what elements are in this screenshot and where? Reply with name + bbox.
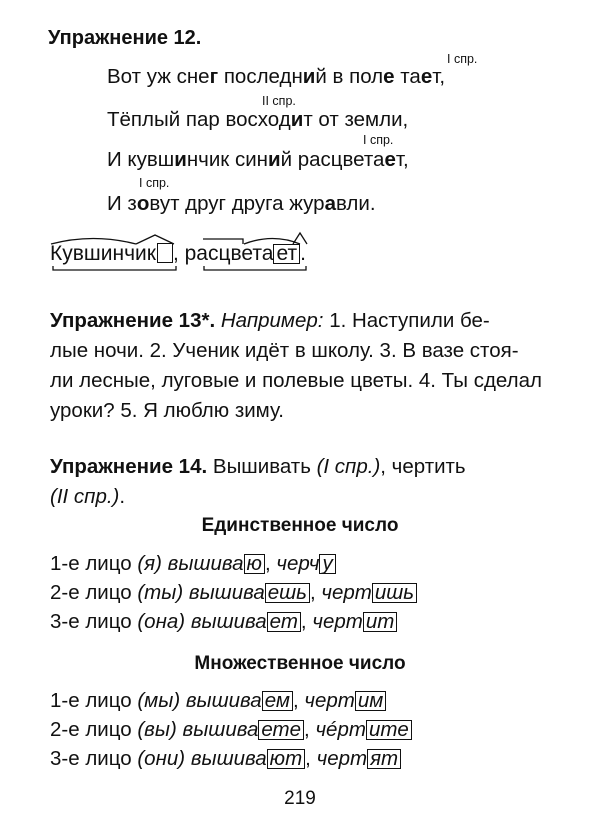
ending-box: ешь <box>265 583 310 603</box>
comma: , <box>305 747 311 770</box>
exercise-text: лые ночи. 2. Ученик идёт в школу. 3. В вазе стоя- <box>50 339 519 362</box>
poem-text: т, <box>432 65 446 88</box>
conjugation-note: (I спр.) <box>316 455 381 478</box>
comma: , <box>309 581 316 604</box>
exercise-14-title: Упражнение 14. <box>50 455 208 478</box>
poem-line <box>107 148 409 172</box>
highlighted-letter: е <box>383 65 395 88</box>
comma: , <box>172 242 179 265</box>
exercise-13-title: Упражнение 13*. <box>50 309 216 332</box>
pronoun: (они) <box>137 747 186 770</box>
poem-text: й в пол <box>315 65 384 88</box>
conjugation-row <box>50 747 401 771</box>
verb-stem: вышива <box>185 689 262 712</box>
person: 3-е лицо <box>50 610 132 633</box>
verb-stem: вышива <box>188 581 265 604</box>
verb-stem: черт <box>304 689 355 712</box>
conjugation-note: (II спр.) <box>50 485 120 508</box>
verb: Вышивать <box>212 455 311 478</box>
comma: , <box>300 610 307 633</box>
highlighted-letter: а <box>324 192 336 215</box>
zero-ending-box <box>157 243 173 263</box>
verb-stem: вышива <box>182 718 259 741</box>
exercise-14-line <box>50 452 466 482</box>
period: . <box>119 485 126 508</box>
morpheme-analysis <box>50 242 306 266</box>
verb-stem: черт <box>321 581 372 604</box>
exercise-text: 1. Наступили бе- <box>329 309 490 332</box>
conjugation-row <box>50 552 336 576</box>
exercise-13-line <box>50 306 490 336</box>
poem-text: т от земли, <box>303 108 409 131</box>
ending-box: ишь <box>372 583 417 603</box>
ending-box: у <box>319 554 335 574</box>
analysis-word-2-stem: расцвета <box>184 242 274 265</box>
ending-box: ит <box>363 612 397 632</box>
page-number: 219 <box>284 788 316 809</box>
analysis-word-1: Кувшинчик <box>50 242 156 265</box>
exercise-12-title: Упражнение 12. <box>48 27 202 49</box>
pronoun: (я) <box>137 552 162 575</box>
pronoun: (ты) <box>137 581 184 604</box>
ending-box: ет <box>267 612 301 632</box>
verb-stem: вышива <box>167 552 244 575</box>
poem-text: последн <box>218 65 303 88</box>
highlighted-letter: и <box>267 148 281 171</box>
poem-text: й расцвета <box>280 148 385 171</box>
poem-line <box>107 65 445 89</box>
comma: , <box>304 718 310 741</box>
verb-stem: черч <box>276 552 320 575</box>
verb: , чертить <box>380 455 466 478</box>
ending-box: ем <box>262 691 293 711</box>
poem-line <box>107 108 408 132</box>
poem-text: нчик син <box>186 148 268 171</box>
verb-stem: вышива <box>190 610 267 633</box>
conjugation-row <box>50 689 386 713</box>
conjugation-mark: II спр. <box>262 94 296 108</box>
ending-box: им <box>355 691 386 711</box>
person: 2-е лицо <box>50 581 132 604</box>
comma: , <box>264 552 271 575</box>
poem-text: та <box>394 65 421 88</box>
highlighted-letter: е <box>420 65 433 88</box>
highlighted-letter: и <box>302 65 316 88</box>
ending-box: ют <box>267 749 306 769</box>
poem-text: И з <box>107 192 137 215</box>
conjugation-mark: I спр. <box>139 176 170 190</box>
highlighted-letter: и <box>290 108 304 131</box>
pronoun: (она) <box>137 610 186 633</box>
highlighted-letter: е <box>384 148 396 171</box>
person: 1-е лицо <box>50 552 132 575</box>
verb-stem: вышива <box>190 747 267 770</box>
period: . <box>300 242 306 265</box>
exercise-14-line <box>50 482 125 512</box>
exercise-text: ли лесные, луговые и полевые цветы. 4. Ты сделал <box>50 369 542 392</box>
person: 1-е лицо <box>50 689 132 712</box>
ending-box: ят <box>367 749 401 769</box>
poem-text: И кувш <box>107 148 175 171</box>
verb-stem: черт <box>316 747 368 770</box>
poem-text: Тёплый пар восход <box>107 108 291 131</box>
poem-text: вут друг друга жур <box>149 192 325 215</box>
plural-heading: Множественное число <box>194 653 406 674</box>
ending-box: ет <box>273 244 300 264</box>
poem-text: т, <box>395 148 409 171</box>
example-label: Например: <box>220 309 324 332</box>
comma: , <box>292 689 299 712</box>
person: 2-е лицо <box>50 718 132 741</box>
ending-box: ю <box>244 554 265 574</box>
singular-heading: Единственное число <box>201 515 399 536</box>
verb-stem: черт <box>312 610 363 633</box>
pronoun: (вы) <box>137 718 177 741</box>
ending-box: ете <box>258 720 304 740</box>
ending-box: ите <box>366 720 412 740</box>
poem-text: вли. <box>335 192 376 215</box>
exercise-text: уроки? 5. Я люблю зиму. <box>50 399 284 422</box>
conjugation-row <box>50 581 417 605</box>
conjugation-mark: I спр. <box>363 133 394 147</box>
poem-line <box>107 192 376 216</box>
conjugation-row <box>50 718 412 742</box>
highlighted-letter: и <box>174 148 187 171</box>
highlighted-letter: г <box>209 65 219 88</box>
conjugation-mark: I спр. <box>447 52 478 66</box>
highlighted-letter: о <box>136 192 150 215</box>
person: 3-е лицо <box>50 747 132 770</box>
conjugation-row <box>50 610 397 634</box>
verb-stem: чéрт <box>315 718 366 741</box>
poem-text: Вот уж сне <box>107 65 210 88</box>
pronoun: (мы) <box>137 689 181 712</box>
